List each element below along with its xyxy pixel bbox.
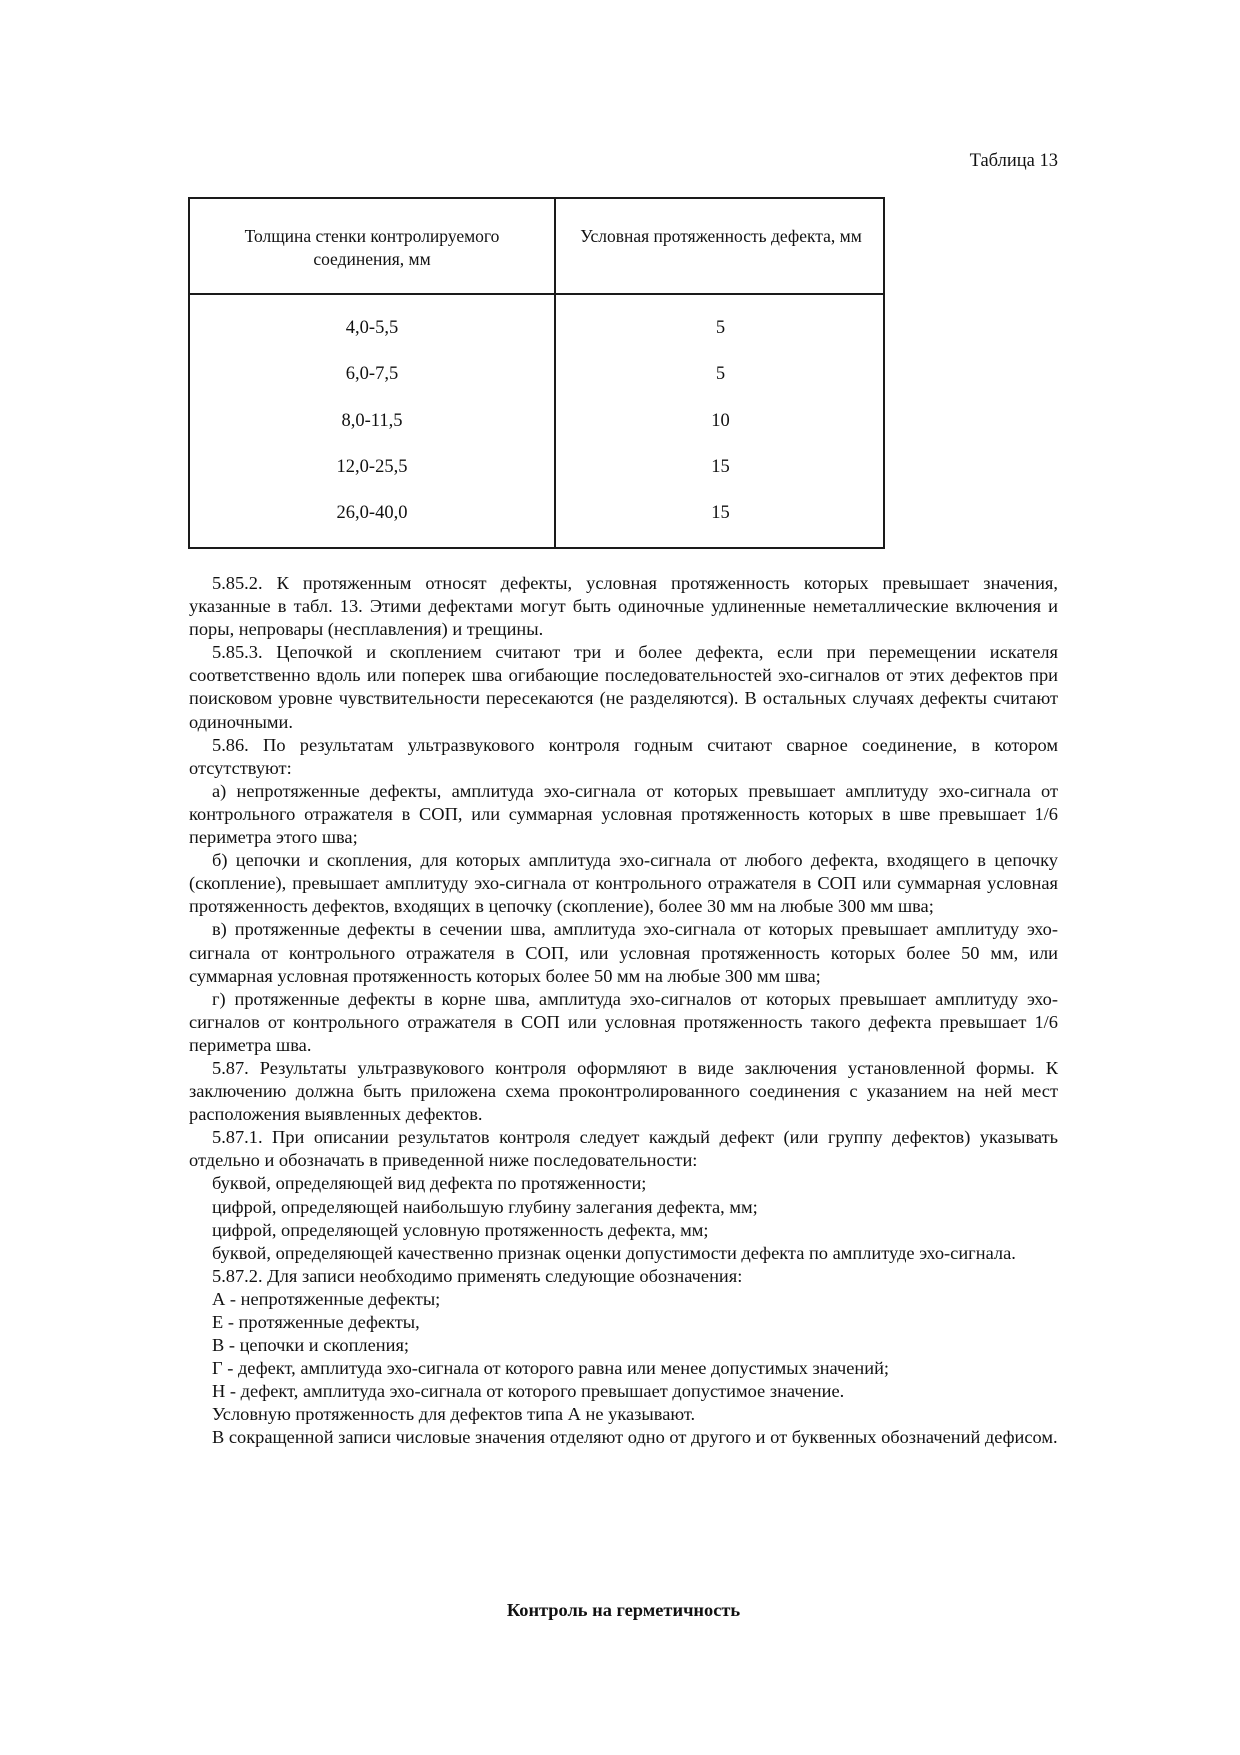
- designation-n: Н - дефект, амплитуда эхо-сигнала от которого превышает допустимое значение.: [212, 1381, 845, 1402]
- table-header-divider: [190, 293, 883, 295]
- paragraph-5-86: 5.86. По результатам ультразвукового контроля годным считают сварное соединение, в котором отсутствуют:: [189, 734, 1058, 778]
- designation-e: Е - протяженные дефекты,: [212, 1312, 420, 1332]
- table-caption: Таблица 13: [969, 151, 1058, 171]
- table-cell-thickness: 6,0-7,5: [345, 364, 399, 384]
- list-item-b: б) цепочки и скопления, для которых амплитуда эхо-сигнала от любого дефекта, входящего в цепочку (скопление), превышает амплитуду эхо-сигнала от контрольного отражателя в СОП или суммарная условная протяженность дефектов, входящих в цепочку (скопление), более 30 мм на любые 300 мм шва;: [189, 850, 1058, 917]
- list-item-v: в) протяженные дефекты в сечении шва, амплитуда эхо-сигнала от которых превышает амплитуду эхо-сигнала от контрольного отражателя в СОП, или условная протяженность которых более 50 мм, или суммарная условная протяженность которых более 50 мм на любые 300 мм шва;: [189, 919, 1058, 986]
- list-item-a: а) непротяженные дефекты, амплитуда эхо-сигнала от которых превышает амплитуду эхо-сигнала от контрольного отражателя в СОП, или суммарная условная протяженность которых в шве превышает 1/6 периметра этого шва;: [189, 780, 1058, 848]
- paragraph-5-87-1: 5.87.1. При описании результатов контроля следует каждый дефект (или группу дефектов) указывать отдельно и обозначать в приведенной ниже последовательности:: [189, 1127, 1058, 1171]
- section-heading: Контроль на герметичность: [506, 1600, 741, 1620]
- table-row: [190, 455, 883, 479]
- table-cell-length: 15: [711, 457, 730, 477]
- designation-rule-2: цифрой, определяющей наибольшую глубину залегания дефекта, мм;: [212, 1196, 758, 1217]
- designation-rule-1: буквой, определяющей вид дефекта по протяженности;: [212, 1173, 647, 1194]
- table-row: [190, 501, 883, 525]
- body-text: [189, 572, 1058, 1450]
- table-cell-thickness: 8,0-11,5: [341, 411, 403, 431]
- table-cell-thickness: 4,0-5,5: [345, 318, 399, 338]
- table-header-defect-length: Условная протяженность дефекта, мм: [580, 226, 862, 246]
- paragraph-5-87: 5.87. Результаты ультразвукового контроля оформляют в виде заключения установленной формы. К заключению должна быть приложена схема проконтролированного соединения с указанием на ней мест расположения выявленных дефектов.: [189, 1057, 1058, 1125]
- designation-g: Г - дефект, амплитуда эхо-сигнала от которого равна или менее допустимых значений;: [212, 1358, 890, 1379]
- table-header-thickness: Толщина стенки контролируемого соединения, мм: [244, 226, 500, 269]
- table-cell-length: 5: [715, 318, 726, 338]
- designation-rule-4: буквой, определяющей качественно признак оценки допустимости дефекта по амплитуде эхо-сигнала.: [212, 1242, 1016, 1263]
- table-row: [190, 409, 883, 433]
- note-short-record: В сокращенной записи числовые значения отделяют одно от другого и от буквенных обозначений дефисом.: [212, 1427, 1058, 1448]
- note-type-a: Условную протяженность для дефектов типа А не указывают.: [212, 1404, 696, 1425]
- designation-rule-3: цифрой, определяющей условную протяженность дефекта, мм;: [212, 1219, 709, 1240]
- table-cell-length: 10: [711, 411, 730, 431]
- paragraph-5-85-2: 5.85.2. К протяженным относят дефекты, условная протяженность которых превышает значения, указанные в табл. 13. Этими дефектами могут быть одиночные удлиненные неметаллические включения и поры, непровары (несплавления) и трещины.: [189, 573, 1058, 640]
- designation-v: В - цепочки и скопления;: [212, 1335, 410, 1356]
- table-cell-length: 15: [711, 503, 730, 523]
- table-cell-length: 5: [715, 364, 726, 384]
- thickness-defect-table: [188, 197, 885, 549]
- list-item-g: г) протяженные дефекты в корне шва, амплитуда эхо-сигналов от которых превышает амплитуду эхо-сигналов от контрольного отражателя в СОП или условная протяженность такого дефекта превышает 1/6 периметра шва.: [189, 988, 1058, 1055]
- paragraph-5-87-2: 5.87.2. Для записи необходимо применять следующие обозначения:: [212, 1265, 743, 1286]
- table-cell-thickness: 26,0-40,0: [336, 503, 408, 523]
- table-row: [190, 362, 883, 386]
- paragraph-5-85-3: 5.85.3. Цепочкой и скоплением считают три и более дефекта, если при перемещении искателя соответственно вдоль или поперек шва огибающие последовательностей эхо-сигналов от этих дефектов при поисковом уровне чувствительности пересекаются (не разделяются). В остальных случаях дефекты считают одиночными.: [189, 642, 1058, 732]
- table-cell-thickness: 12,0-25,5: [336, 457, 408, 477]
- designation-a: А - непротяженные дефекты;: [212, 1288, 441, 1309]
- table-row: [190, 316, 883, 340]
